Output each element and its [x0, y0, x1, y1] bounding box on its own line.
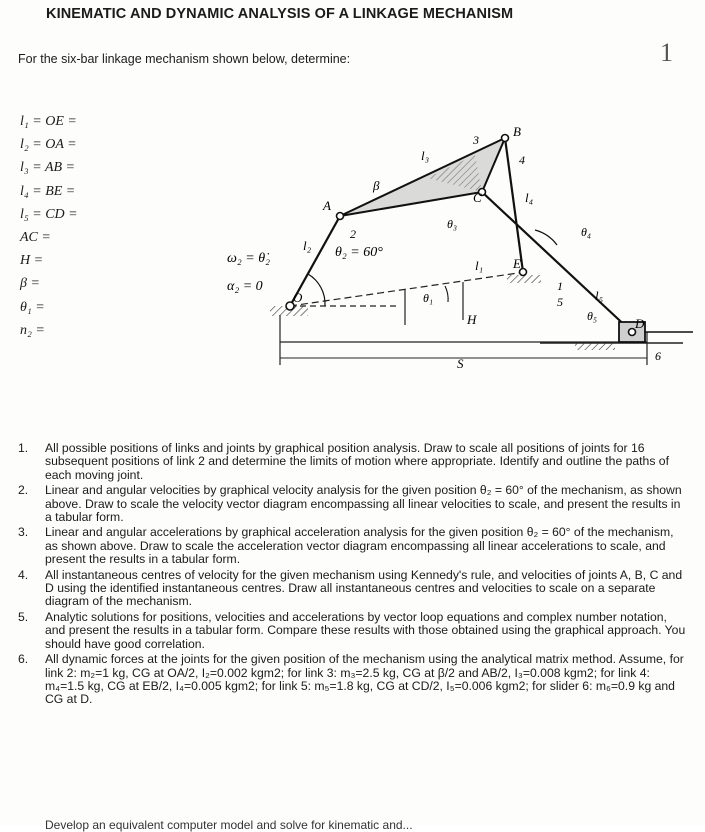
variable-item: l₄ = BE =: [20, 183, 76, 199]
variable-item: H =: [20, 253, 44, 269]
label-beta: β: [373, 178, 380, 193]
angle-arc-theta2: [308, 274, 325, 306]
task-item: [18, 526, 686, 566]
task-text: All possible positions of links and joints by graphical position analysis. Draw to scale all positions of joints for 16 subsequent positions of link 2 and determine the limits of motion where appropriate. Identify and outline the paths of each moving joint.: [45, 441, 669, 482]
variable-item: l₃ = AB =: [20, 160, 76, 176]
label-link-1: 1: [557, 279, 563, 293]
link-5: [482, 192, 632, 332]
label-l2: l₂: [303, 238, 312, 253]
label-b: B: [513, 124, 521, 139]
page-number: 1: [660, 38, 673, 67]
label-h: H: [467, 312, 477, 327]
label-link-2: 2: [350, 227, 356, 241]
label-link-3: 3: [473, 133, 479, 147]
intro-text: For the six-bar linkage mechanism shown below, determine:: [18, 52, 351, 66]
task-number: 2.: [18, 483, 29, 498]
task-number: 1.: [18, 441, 29, 455]
task-number: 3.: [18, 525, 29, 540]
task-item: [18, 611, 686, 651]
variable-list: [20, 110, 170, 342]
variable-item: AC =: [20, 229, 51, 245]
joint-a: [337, 213, 344, 220]
truncated-line: Develop an equivalent computer model and solve for kinematic and...: [45, 818, 413, 832]
variable-item: θ₁ =: [20, 299, 45, 315]
label-l1: l₁: [475, 258, 484, 273]
label-theta1: θ₁: [423, 291, 434, 305]
label-o: O: [293, 290, 303, 305]
label-d: D: [635, 316, 645, 331]
label-e: E: [513, 256, 521, 271]
label-s: S: [457, 356, 464, 371]
linkage-diagram: [195, 110, 705, 385]
variable-item: l₁ = OE =: [20, 114, 77, 129]
label-theta3: θ₃: [447, 217, 458, 231]
joint-b: [502, 135, 509, 142]
ground-e: [507, 275, 541, 283]
page-title: KINEMATIC AND DYNAMIC ANALYSIS OF A LINKAGE MECHANISM: [46, 6, 514, 22]
task-list: [18, 442, 686, 709]
task-item: [18, 484, 686, 524]
label-link-5: 5: [557, 295, 563, 309]
label-c: C: [473, 190, 482, 205]
label-link-6: 6: [655, 349, 661, 363]
task-text: Analytic solutions for positions, velocities and accelerations by vector loop equations and complex number notation, and present the results in a tabular form. Compare these results with those obtained using the graphical approach. You should have good correlation.: [45, 609, 686, 651]
label-theta4: θ₄: [581, 225, 592, 239]
task-text: Linear and angular accelerations by graphical acceleration analysis for the given position θ₂ = 60° of the mechanism, as shown above. Draw to scale the acceleration vector diagram encompassing all linear accelerations to scale, and present the results in a tabular form.: [45, 525, 674, 567]
task-item: [18, 442, 686, 482]
label-l5: l₅: [595, 288, 604, 303]
label-l4: l₄: [525, 190, 534, 205]
task-item: [18, 569, 686, 609]
task-text: Linear and angular velocities by graphical velocity analysis for the given position θ₂ = 60° of the mechanism, as shown above. Draw to scale the velocity vector diagram encompassing all linear velocities to scale, and present the results in a tabular form.: [45, 483, 682, 525]
variable-item: l₅ = CD =: [20, 206, 78, 222]
task-item: [18, 653, 686, 707]
variable-item: n₂ =: [20, 322, 45, 338]
variable-item: l₂ = OA =: [20, 137, 77, 153]
task-text: All dynamic forces at the joints for the given position of the mechanism using the analytical matrix method. Assume, for link 2: m₂=1 kg, CG at OA/2, I₂=0.002 kgm2; for link 3: m₃=2.5 kg, CG at β/2 and AB/2, I₃=0.008 kgm2; for link 4: m₄=1.5 kg, CG at EB/2, I₄=0.005 kgm2; for link 5: m₅=1.8 kg, CG at CD/2, I₅=0.006 kgm2; for slider 6: m₆=0.9 kg and CG at D.: [45, 652, 684, 707]
task-number: 6.: [18, 652, 29, 667]
label-alpha: α₂ = 0: [227, 279, 263, 294]
label-l3: l₃: [421, 148, 430, 163]
label-omega: ω₂ = θ̇₂: [227, 251, 270, 266]
label-angle: θ₂ = 60°: [335, 245, 383, 260]
label-theta5: θ₅: [587, 309, 598, 323]
label-link-4: 4: [519, 153, 525, 167]
task-number: 4.: [18, 567, 29, 582]
variable-item: β =: [20, 276, 40, 292]
label-a: A: [323, 198, 331, 213]
task-text: All instantaneous centres of velocity for the given mechanism using Kennedy's rule, and velocities of joints A, B, C and D using the identified instantaneous centres. Draw all instantaneous centres and velocities to scale on a separate diagram of the mechanism.: [45, 567, 683, 609]
angle-arc-theta1: [445, 286, 448, 302]
angle-arc-theta4: [535, 230, 557, 245]
task-number: 5.: [18, 609, 29, 624]
ground-slider: [575, 343, 615, 350]
